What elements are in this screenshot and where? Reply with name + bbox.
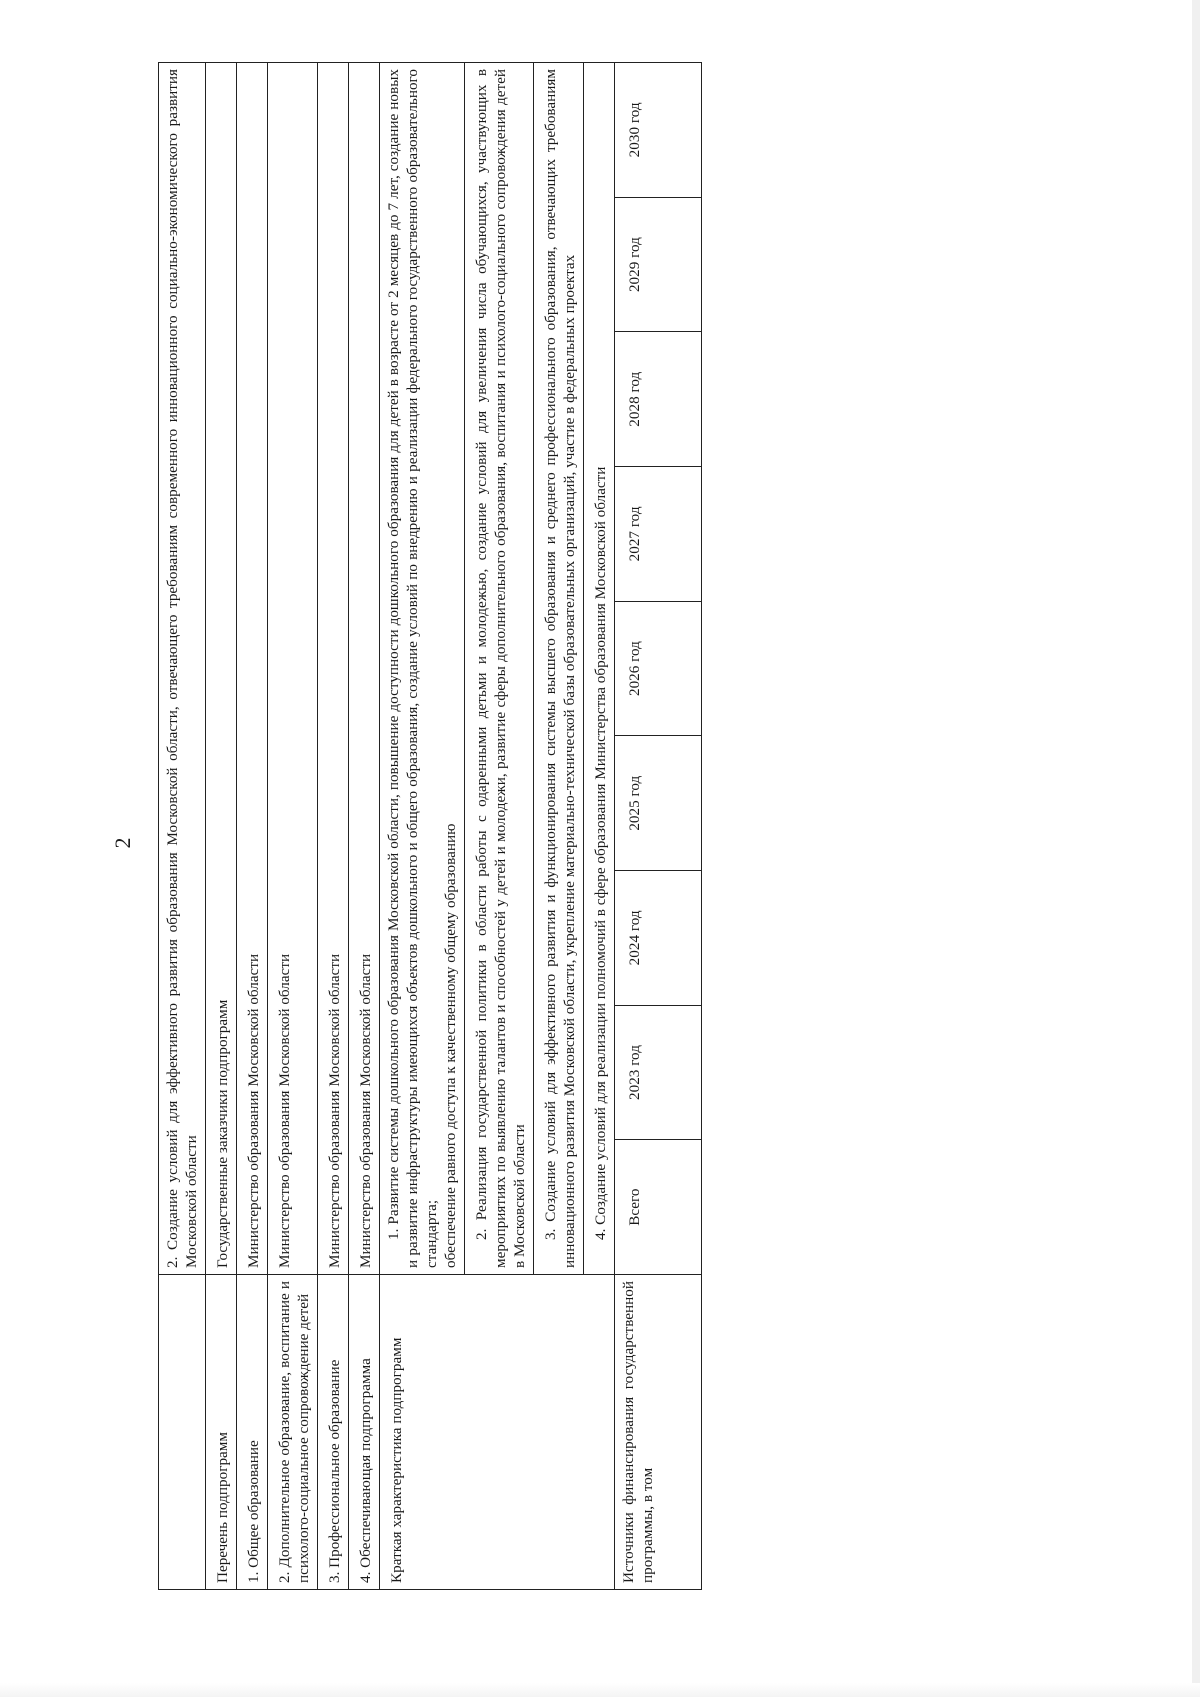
financing-header-total: Всего — [615, 1140, 702, 1275]
empty-label-cell — [159, 1275, 206, 1590]
brief-item-4-text: 4. Создание условий для реализации полномочий в сфере образования Министерства образования Московской области — [592, 466, 609, 1240]
table-row — [206, 63, 237, 1590]
scan-edge — [1192, 0, 1200, 1697]
row-label: 4. Обеспечивающая подпрограмма — [349, 1275, 380, 1590]
financing-header-2029: 2029 год — [615, 197, 702, 332]
table-row — [615, 63, 702, 1590]
financing-header-2023: 2023 год — [615, 1005, 702, 1140]
row-label: 1. Общее образование — [237, 1275, 268, 1590]
financing-header-2027: 2027 год — [615, 467, 702, 602]
brief-item-1-text: 1. Развитие системы дошкольного образования Московской области, повышение доступности дошкольного образования для детей в возрасте от 2 месяцев до 7 лет, создание новых и развитие инфраструктуры имеющихся объектов дошкольного и общего образования, создание условий по внедрению и реализации федерального государственного образовательного стандарта; — [385, 69, 440, 1268]
table-row — [349, 63, 380, 1590]
financing-label: Источники финансирования государственной программы, в том — [615, 1275, 702, 1590]
program-passport-table — [158, 62, 702, 1590]
document-frame — [158, 62, 986, 1590]
row-label: Перечень подпрограмм — [206, 1275, 237, 1590]
goal-2-cell: 2. Создание условий для эффективного развития образования Московской области, отвечающего требованиям современного инновационного социально-экономического развития Московской области — [159, 63, 206, 1275]
brief-item-3 — [534, 63, 584, 1275]
financing-header-2030: 2030 год — [615, 63, 702, 198]
page-number: 2 — [110, 837, 135, 849]
row-label: 3. Профессиональное образование — [318, 1275, 349, 1590]
brief-label: Краткая характеристика подпрограмм — [380, 1275, 615, 1590]
financing-header-2026: 2026 год — [615, 601, 702, 736]
financing-header-2028: 2028 год — [615, 332, 702, 467]
table-row — [268, 63, 318, 1590]
brief-item-2-text: 2. Реализация государственной политики в области работы с одаренными детьми и молодежью, создание условий для увеличения числа обучающихся, участвующих в мероприятиях по выявлению талантов и способностей у детей и молодежи, развитие сферы дополнительного образования, воспитания и психолого-социального сопровождения детей в Московской области — [473, 69, 528, 1268]
financing-header-2024: 2024 год — [615, 871, 702, 1006]
table-row — [380, 63, 465, 1590]
row-value: Министерство образования Московской области — [349, 63, 380, 1275]
scan-bottom-edge — [0, 1683, 1200, 1697]
row-value: Министерство образования Московской области — [237, 63, 268, 1275]
brief-item-1-continuation: обеспечение равного доступа к качественному общему образованию — [442, 823, 459, 1268]
brief-item-1 — [380, 63, 465, 1275]
table-row — [159, 63, 206, 1590]
brief-item-4 — [584, 63, 615, 1275]
brief-item-2 — [465, 63, 534, 1275]
table-row — [318, 63, 349, 1590]
rotated-table-wrapper — [158, 62, 986, 1590]
row-value: Министерство образования Московской области — [268, 63, 318, 1275]
row-label: 2. Дополнительное образование, воспитание и психолого-социальное сопровождение детей — [268, 1275, 318, 1590]
table-row — [237, 63, 268, 1590]
row-value: Государственные заказчики подпрограмм — [206, 63, 237, 1275]
row-value: Министерство образования Московской области — [318, 63, 349, 1275]
financing-header-2025: 2025 год — [615, 736, 702, 871]
brief-item-3-text: 3. Создание условий для эффективного развития и функционирования системы высшего образования и среднего профессионального образования, отвечающих требованиям инновационного развития Московской области, укрепление материально-технической базы образовательных организаций, участие в федеральных проектах — [542, 69, 578, 1268]
